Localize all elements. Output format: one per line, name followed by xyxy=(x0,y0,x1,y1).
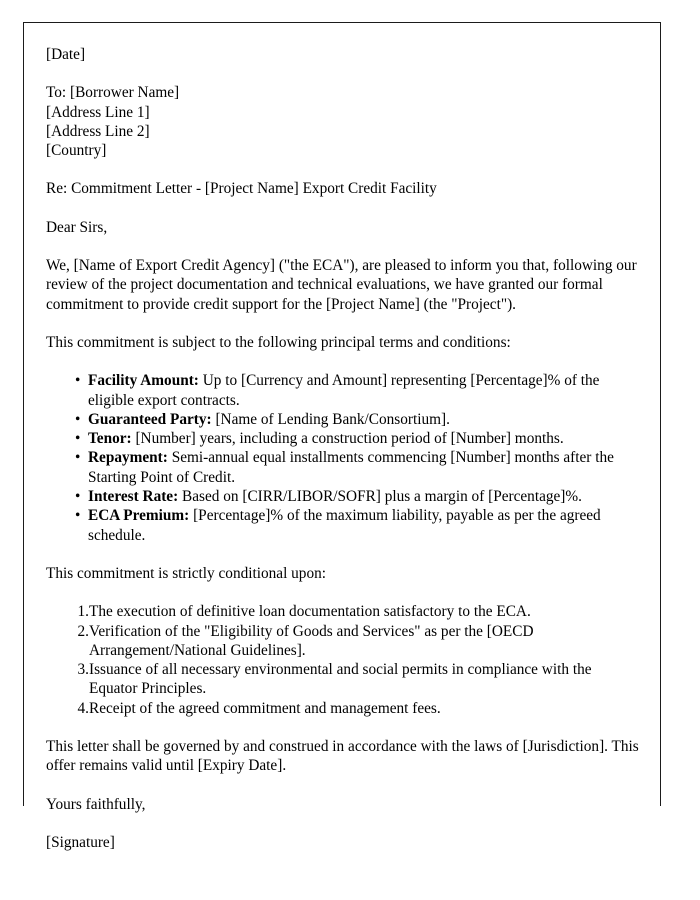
recipient-country: [Country] xyxy=(46,142,107,160)
term-list-item xyxy=(46,506,642,545)
term-text: [Name of Lending Bank/Consortium]. xyxy=(211,410,450,428)
recipient-address-line-1: [Address Line 1] xyxy=(46,103,150,121)
term-label: Repayment: xyxy=(88,449,168,467)
condition-list-item xyxy=(46,699,642,718)
governing-law-paragraph: This letter shall be governed by and construed in accordance with the laws of [Jurisdiction]. This offer remains valid until [Expiry Date]. xyxy=(46,738,639,775)
term-label: ECA Premium: xyxy=(88,507,190,525)
bullet-icon: • xyxy=(75,507,81,525)
term-text: Based on [CIRR/LIBOR/SOFR] plus a margin of [Percentage]%. xyxy=(178,488,582,506)
list-number-marker: 4. xyxy=(77,699,89,717)
recipient-to-line: To: [Borrower Name] xyxy=(46,84,180,102)
signature-placeholder: [Signature] xyxy=(46,833,115,851)
term-text: Semi-annual equal installments commencing [Number] months after the Starting Point of Credit. xyxy=(88,449,614,486)
conditions-list xyxy=(46,602,642,718)
condition-list-item xyxy=(46,602,642,621)
term-list-item xyxy=(46,410,642,429)
recipient-address-line-2: [Address Line 2] xyxy=(46,122,150,140)
term-text: Up to [Currency and Amount] representing [Percentage]% of the eligible export contracts. xyxy=(88,372,600,409)
closing-salutation: Yours faithfully, xyxy=(46,795,146,813)
term-label: Tenor: xyxy=(88,430,132,448)
date-line: [Date] xyxy=(46,46,86,63)
list-number-marker: 2. xyxy=(77,622,89,640)
condition-list-item xyxy=(46,622,642,661)
term-list-item xyxy=(46,429,642,448)
subject-line: Re: Commitment Letter - [Project Name] Export Credit Facility xyxy=(46,180,437,198)
term-label: Interest Rate: xyxy=(88,488,179,506)
conditions-intro-paragraph: This commitment is strictly conditional upon: xyxy=(46,564,326,582)
term-list-item xyxy=(46,448,642,487)
term-list-item xyxy=(46,487,642,506)
recipient-address-block xyxy=(46,83,642,160)
condition-text: The execution of definitive loan documentation satisfactory to the ECA. xyxy=(89,603,531,621)
term-text: [Number] years, including a construction period of [Number] months. xyxy=(131,430,564,448)
condition-text: Issuance of all necessary environmental and social permits in compliance with the Equator Principles. xyxy=(89,661,592,698)
terms-intro-paragraph: This commitment is subject to the following principal terms and conditions: xyxy=(46,333,511,351)
term-list-item xyxy=(46,371,642,410)
condition-text: Receipt of the agreed commitment and management fees. xyxy=(89,699,441,717)
salutation: Dear Sirs, xyxy=(46,218,108,236)
list-number-marker: 3. xyxy=(77,661,89,679)
bullet-icon: • xyxy=(75,488,81,506)
condition-text: Verification of the "Eligibility of Goods and Services" as per the [OECD Arrangement/National Guidelines]. xyxy=(89,622,534,659)
principal-terms-list xyxy=(46,371,642,545)
term-label: Facility Amount: xyxy=(88,372,199,390)
opening-paragraph: We, [Name of Export Credit Agency] ("the ECA"), are pleased to inform you that, following our review of the project documentation and technical evaluations, we have granted our formal commitment to provide credit support for the [Project Name] (the "Project"). xyxy=(46,257,637,313)
letter-body xyxy=(24,23,660,852)
document-page xyxy=(23,22,661,851)
bullet-icon: • xyxy=(75,430,81,448)
bullet-icon: • xyxy=(75,410,81,428)
term-text: [Percentage]% of the maximum liability, payable as per the agreed schedule. xyxy=(88,507,601,544)
term-label: Guaranteed Party: xyxy=(88,410,212,428)
list-number-marker: 1. xyxy=(77,603,89,621)
bullet-icon: • xyxy=(75,449,81,467)
condition-list-item xyxy=(46,660,642,699)
bullet-icon: • xyxy=(75,372,81,390)
